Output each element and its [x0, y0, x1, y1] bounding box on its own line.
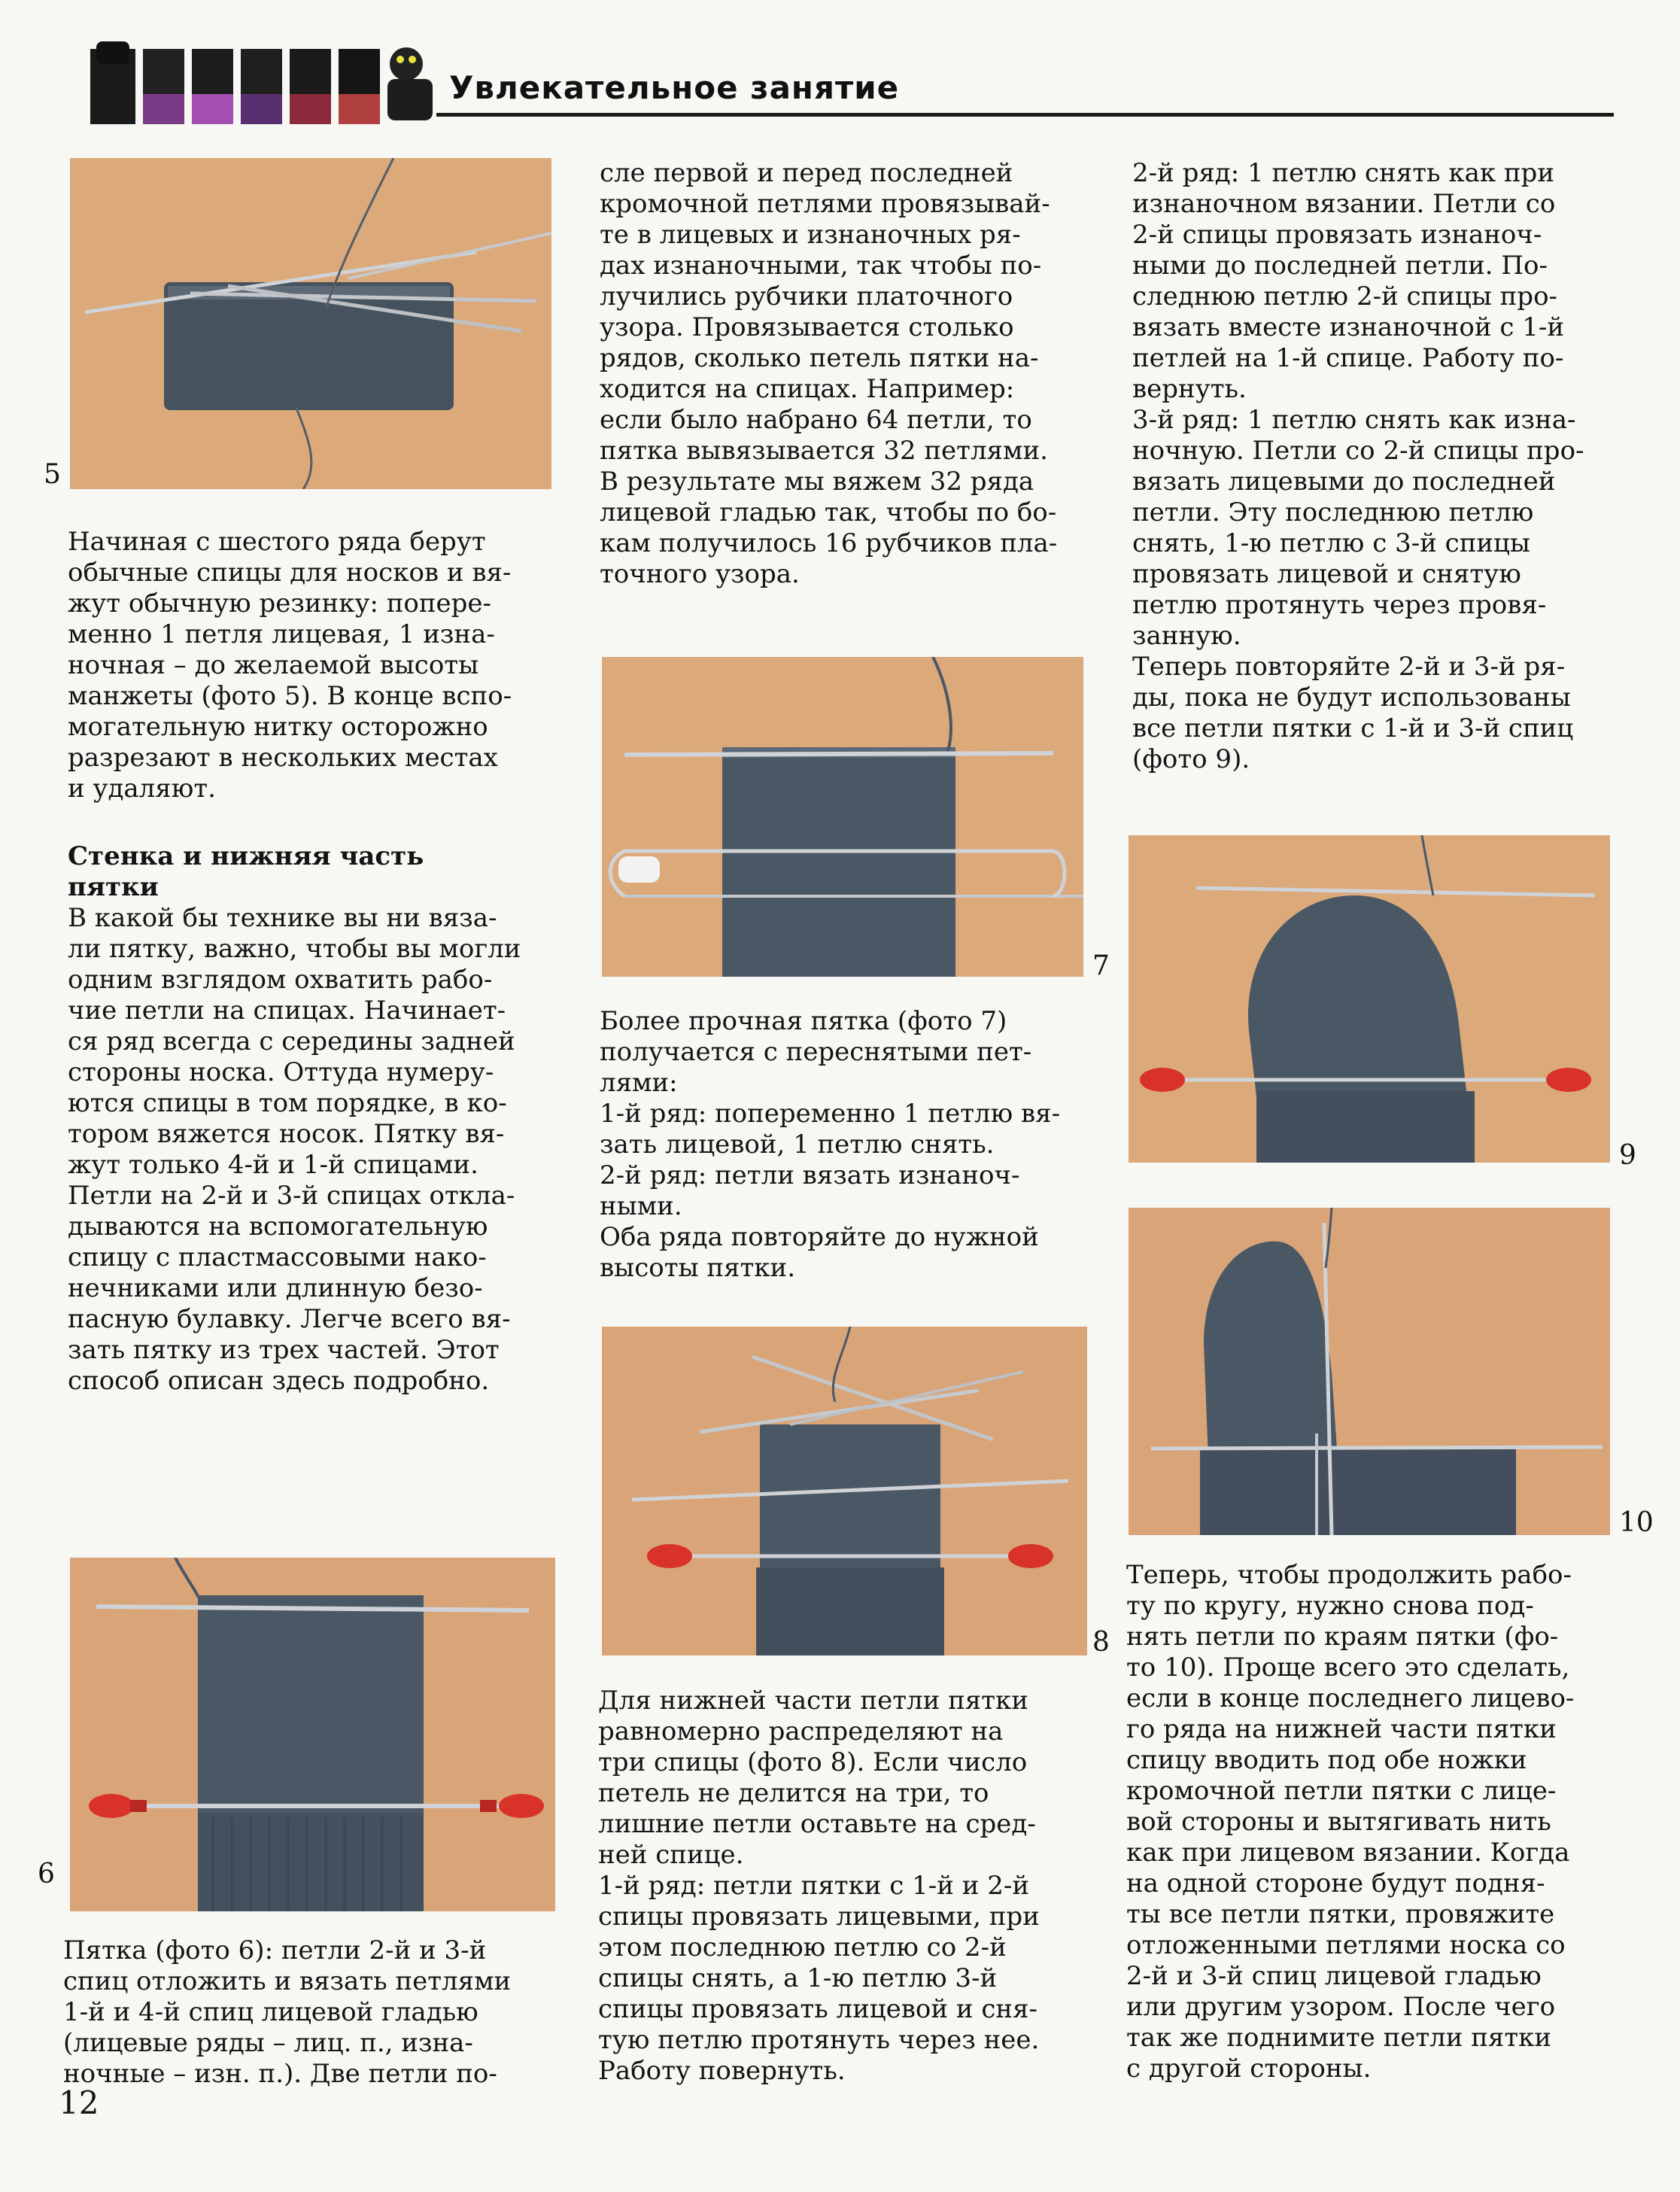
text-line: провязать лицевой и снятую — [1132, 559, 1521, 589]
text-line: пятка вывязывается 32 петлями. — [600, 436, 1048, 466]
text-line: петель не делится на три, то — [598, 1778, 989, 1808]
text-line: следнюю петлю 2-й спицы про- — [1132, 281, 1558, 312]
text-line: так же поднимите петли пятки — [1126, 2023, 1552, 2053]
text-line: го ряда на нижней части пятки — [1126, 1714, 1557, 1744]
text-line: менно 1 петля лицевая, 1 изна- — [68, 619, 495, 649]
text-line: с другой стороны. — [1126, 2054, 1372, 2084]
text-line: (лицевые ряды – лиц. п., изна- — [63, 2028, 473, 2058]
text-line: вой стороны и вытягивать нить — [1126, 1807, 1551, 1837]
header-divider — [436, 113, 1614, 117]
text-line: ли пятку, важно, чтобы вы могли — [68, 934, 521, 964]
text-line: все петли пятки с 1-й и 3-й спиц — [1132, 713, 1574, 743]
column-1-text-intro — [68, 527, 557, 804]
text-line: 2-й спицы провязать изнаноч- — [1132, 220, 1542, 250]
text-line: пасную булавку. Легче всего вя- — [68, 1304, 511, 1334]
text-line: 2-й ряд: петли вязать изнаноч- — [600, 1160, 1020, 1190]
photo-6 — [70, 1558, 555, 1911]
page-header — [0, 0, 1680, 128]
text-line: точного узора. — [600, 559, 800, 589]
column-3-text-photo10 — [1126, 1560, 1630, 2084]
photo-number-7: 7 — [1092, 950, 1110, 981]
photo-number-8: 8 — [1092, 1627, 1110, 1658]
text-line: спицы снять, а 1-ю петлю 3-й — [598, 1963, 998, 1993]
text-line: ту по кругу, нужно снова под- — [1126, 1591, 1534, 1621]
text-line: ными до последней петли. По- — [1132, 251, 1548, 281]
photo-9 — [1129, 835, 1610, 1163]
column-2-text-garter — [600, 158, 1096, 590]
text-line: отложенными петлями носка со — [1126, 1930, 1566, 1960]
text-line: манжеты (фото 5). В конце вспо- — [68, 681, 512, 711]
text-line: ся ряд всегда с середины задней — [68, 1026, 515, 1056]
text-line: кромочной петли пятки с лице- — [1126, 1776, 1557, 1806]
text-line: узора. Провязывается столько — [600, 312, 1014, 342]
column-1-text-photo6 — [63, 1935, 560, 2090]
text-line: кам получилось 16 рубчиков пла- — [600, 528, 1058, 558]
text-line: ночную. Петли со 2-й спицы про- — [1132, 436, 1584, 466]
text-line: если было набрано 64 петли, то — [600, 405, 1032, 435]
text-line: ты все петли пятки, провяжите — [1126, 1899, 1555, 1929]
text-line: вязать лицевыми до последней — [1132, 467, 1556, 497]
text-line: на одной стороне будут подня- — [1126, 1868, 1545, 1899]
text-line: пятки — [68, 872, 159, 902]
photo-number-5: 5 — [44, 459, 61, 490]
text-line: Работу повернуть. — [598, 2056, 846, 2086]
text-line: как при лицевом вязании. Когда — [1126, 1838, 1570, 1868]
text-line: Теперь, чтобы продолжить рабо- — [1126, 1560, 1572, 1590]
text-line: стороны носка. Оттуда нумеру- — [68, 1057, 494, 1087]
text-line: те в лицевых и изнаночных ря- — [600, 220, 1021, 250]
photo-5 — [70, 158, 551, 489]
text-line: ночные – изн. п.). Две петли по- — [63, 2059, 497, 2089]
text-line: ночная – до желаемой высоты — [68, 650, 479, 680]
text-line: Более прочная пятка (фото 7) — [600, 1006, 1007, 1036]
text-line: тую петлю протянуть через нее. — [598, 2025, 1040, 2055]
text-line: петлей на 1-й спице. Работу по- — [1132, 343, 1564, 373]
text-line: петли. Эту последнюю петлю — [1132, 497, 1534, 527]
text-line: спицу с пластмассовыми нако- — [68, 1242, 487, 1272]
text-line: Пятка (фото 6): петли 2-й и 3-й — [63, 1935, 487, 1966]
text-line: нять петли по краям пятки (фо- — [1126, 1622, 1559, 1652]
text-line: нечниками или длинную безо- — [68, 1273, 483, 1303]
text-line: лишние петли оставьте на сред- — [598, 1809, 1036, 1839]
text-line: Теперь повторяйте 2-й и 3-й ря- — [1132, 652, 1566, 682]
text-line: одним взглядом охватить рабо- — [68, 965, 493, 995]
text-line: Оба ряда повторяйте до нужной — [600, 1222, 1039, 1252]
text-line: 2-й ряд: 1 петлю снять как при — [1132, 158, 1554, 188]
photo-number-6: 6 — [38, 1859, 55, 1889]
text-line: 1-й ряд: петли пятки с 1-й и 2-й — [598, 1871, 1029, 1901]
text-line: спицы провязать лицевыми, при — [598, 1902, 1040, 1932]
page-number: 12 — [59, 2084, 99, 2121]
column-2-text-photo7 — [600, 1006, 1096, 1284]
text-line: рядов, сколько петель пятки на- — [600, 343, 1039, 373]
text-line: ходится на спицах. Например: — [600, 374, 1015, 404]
text-line: Для нижней части петли пятки — [598, 1686, 1028, 1716]
column-2-text-photo8 — [598, 1686, 1102, 2087]
text-line: получается с переснятыми пет- — [600, 1037, 1032, 1067]
text-line: жут только 4-й и 1-й спицами. — [68, 1150, 478, 1180]
text-line: ются спицы в том порядке, в ко- — [68, 1088, 507, 1118]
text-line: В какой бы технике вы ни вяза- — [68, 903, 497, 933]
text-line: 3-й ряд: 1 петлю снять как изна- — [1132, 405, 1576, 435]
text-line: В результате мы вяжем 32 ряда — [600, 467, 1034, 497]
text-line: жут обычную резинку: попере- — [68, 588, 492, 619]
text-line: спицы провязать лицевой и сня- — [598, 1994, 1037, 2024]
text-line: изнаночном вязании. Петли со — [1132, 189, 1556, 219]
text-line: лями: — [600, 1068, 678, 1098]
text-line: чие петли на спицах. Начинает- — [68, 996, 506, 1026]
text-line: петлю протянуть через провя- — [1132, 590, 1547, 620]
text-line: вернуть. — [1132, 374, 1247, 404]
text-line: 1-й и 4-й спиц лицевой гладью — [63, 1997, 478, 2027]
text-line: могательную нитку осторожно — [68, 712, 488, 742]
photo-number-10: 10 — [1619, 1507, 1654, 1538]
photo-10 — [1129, 1208, 1610, 1535]
column-1-text-heel — [68, 841, 564, 1397]
text-line: обычные спицы для носков и вя- — [68, 558, 512, 588]
text-line: спицу вводить под обе ножки — [1126, 1745, 1527, 1775]
text-line: и удаляют. — [68, 774, 216, 804]
photo-number-9: 9 — [1619, 1140, 1636, 1171]
subheading: Стенка и нижняя часть — [68, 841, 424, 871]
text-line: ными. — [600, 1191, 682, 1221]
photo-7 — [602, 657, 1083, 977]
text-line: то 10). Проще всего это сделать, — [1126, 1652, 1570, 1683]
text-line: снять, 1-ю петлю с 3-й спицы — [1132, 528, 1530, 558]
text-line: тором вяжется носок. Пятку вя- — [68, 1119, 505, 1149]
text-line: ней спице. — [598, 1840, 744, 1870]
text-line: разрезают в нескольких местах — [68, 743, 498, 773]
text-line: ды, пока не будут использованы — [1132, 683, 1571, 713]
text-line: если в конце последнего лицево- — [1126, 1683, 1575, 1713]
text-line: дах изнаночными, так чтобы по- — [600, 251, 1042, 281]
text-line: лицевой гладью так, чтобы по бо- — [600, 497, 1057, 527]
text-line: способ описан здесь подробно. — [68, 1366, 490, 1396]
text-line: Петли на 2-й и 3-й спицах откла- — [68, 1181, 515, 1211]
text-line: лучились рубчики платочного — [600, 281, 1013, 312]
text-line: зать лицевой, 1 петлю снять. — [600, 1129, 995, 1160]
text-line: кромочной петлями провязывай- — [600, 189, 1050, 219]
text-line: 1-й ряд: попеременно 1 петлю вя- — [600, 1099, 1061, 1129]
socks-logo-icon — [90, 34, 451, 124]
text-line: вязать вместе изнаночной с 1-й — [1132, 312, 1564, 342]
text-line: сле первой и перед последней — [600, 158, 1013, 188]
text-line: 2-й и 3-й спиц лицевой гладью — [1126, 1961, 1542, 1991]
text-line: зать пятку из трех частей. Этот — [68, 1335, 500, 1365]
text-line: (фото 9). — [1132, 744, 1250, 774]
text-line: спиц отложить и вязать петлями — [63, 1966, 512, 1996]
photo-8 — [602, 1327, 1087, 1655]
text-line: или другим узором. После чего — [1126, 1992, 1556, 2022]
text-line: три спицы (фото 8). Если число — [598, 1747, 1028, 1777]
text-line: этом последнюю петлю со 2-й — [598, 1932, 1007, 1962]
text-line: занную. — [1132, 621, 1241, 651]
text-line: Начиная с шестого ряда берут — [68, 527, 486, 557]
column-3-text-rows — [1132, 158, 1629, 775]
section-title: Увлекательное занятие — [449, 69, 900, 106]
text-line: равномерно распределяют на — [598, 1716, 1004, 1747]
text-line: высоты пятки. — [600, 1253, 796, 1283]
text-line: дываются на вспомогательную — [68, 1212, 488, 1242]
